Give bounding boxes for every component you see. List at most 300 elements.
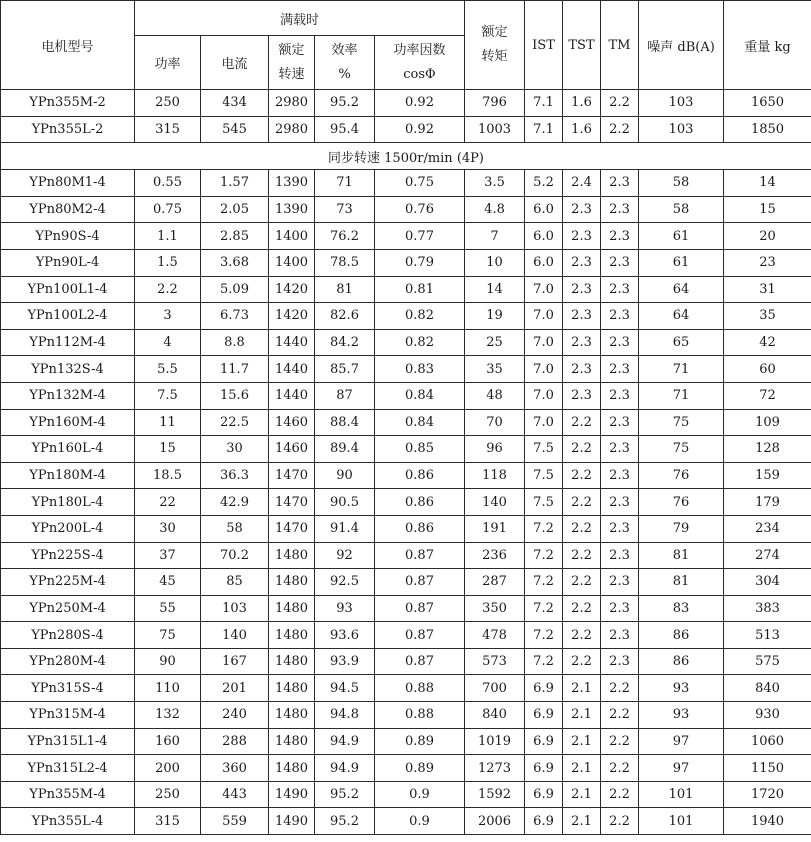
cell-tm: 2.3	[601, 356, 639, 383]
cell-power-factor: 0.88	[375, 702, 465, 729]
cell-ist: 7.2	[525, 569, 563, 596]
cell-noise: 86	[639, 622, 724, 649]
cell-current: 42.9	[201, 489, 269, 516]
cell-ist: 5.2	[525, 170, 563, 197]
header-noise: 噪声 dB(A)	[639, 1, 724, 90]
cell-weight: 234	[724, 515, 811, 542]
cell-power: 18.5	[135, 462, 201, 489]
cell-power-factor: 0.89	[375, 728, 465, 755]
table-body	[1, 1, 811, 835]
cell-tst: 2.2	[563, 648, 601, 675]
cell-weight: 1850	[724, 116, 811, 143]
cell-ist: 6.0	[525, 223, 563, 250]
table-row	[1, 728, 811, 755]
cell-ist: 6.9	[525, 702, 563, 729]
cell-weight: 72	[724, 382, 811, 409]
cell-current: 288	[201, 728, 269, 755]
cell-rated-speed: 1400	[269, 223, 315, 250]
cell-efficiency: 78.5	[315, 249, 375, 276]
cell-power-factor: 0.87	[375, 542, 465, 569]
cell-efficiency: 92	[315, 542, 375, 569]
cell-weight: 840	[724, 675, 811, 702]
cell-efficiency: 81	[315, 276, 375, 303]
cell-power: 1.5	[135, 249, 201, 276]
cell-tm: 2.2	[601, 702, 639, 729]
cell-model: YPn180L-4	[1, 489, 135, 516]
cell-power-factor: 0.87	[375, 569, 465, 596]
cell-noise: 103	[639, 90, 724, 117]
cell-tst: 2.1	[563, 781, 601, 808]
cell-noise: 103	[639, 116, 724, 143]
cell-noise: 81	[639, 542, 724, 569]
table-row	[1, 223, 811, 250]
header-efficiency	[315, 36, 375, 90]
cell-model: YPn315L2-4	[1, 755, 135, 782]
cell-weight: 14	[724, 170, 811, 197]
header-full-load: 满载时	[135, 1, 465, 36]
cell-current: 240	[201, 702, 269, 729]
cell-efficiency: 94.9	[315, 728, 375, 755]
cell-current: 22.5	[201, 409, 269, 436]
table-row	[1, 116, 811, 143]
cell-tm: 2.3	[601, 622, 639, 649]
cell-power: 132	[135, 702, 201, 729]
cell-weight: 575	[724, 648, 811, 675]
cell-tm: 2.3	[601, 409, 639, 436]
cell-tst: 1.6	[563, 116, 601, 143]
cell-tst: 2.3	[563, 196, 601, 223]
cell-rated-speed: 1460	[269, 409, 315, 436]
section-row-4p	[1, 143, 811, 170]
cell-power: 315	[135, 116, 201, 143]
cell-model: YPn355L-2	[1, 116, 135, 143]
cell-tm: 2.3	[601, 595, 639, 622]
cell-rated-torque: 10	[465, 249, 525, 276]
cell-ist: 6.9	[525, 755, 563, 782]
cell-weight: 23	[724, 249, 811, 276]
cell-efficiency: 71	[315, 170, 375, 197]
cell-tst: 2.4	[563, 170, 601, 197]
cell-ist: 6.9	[525, 728, 563, 755]
header-model: 电机型号	[1, 1, 135, 90]
cell-noise: 65	[639, 329, 724, 356]
cell-model: YPn315M-4	[1, 702, 135, 729]
cell-efficiency: 93.6	[315, 622, 375, 649]
cell-power: 160	[135, 728, 201, 755]
cell-rated-speed: 1480	[269, 755, 315, 782]
cell-model: YPn160M-4	[1, 409, 135, 436]
cell-power-factor: 0.86	[375, 515, 465, 542]
cell-model: YPn225M-4	[1, 569, 135, 596]
header-rated-torque-line2: 转矩	[481, 49, 508, 64]
header-rated-speed-line2: 转速	[278, 66, 305, 82]
cell-rated-speed: 1420	[269, 303, 315, 330]
cell-current: 360	[201, 755, 269, 782]
cell-tm: 2.3	[601, 542, 639, 569]
cell-power-factor: 0.79	[375, 249, 465, 276]
cell-weight: 15	[724, 196, 811, 223]
cell-ist: 7.2	[525, 542, 563, 569]
cell-power-factor: 0.92	[375, 116, 465, 143]
cell-weight: 31	[724, 276, 811, 303]
cell-noise: 61	[639, 249, 724, 276]
cell-rated-torque: 35	[465, 356, 525, 383]
cell-noise: 58	[639, 170, 724, 197]
cell-tm: 2.3	[601, 515, 639, 542]
cell-power: 37	[135, 542, 201, 569]
cell-weight: 1940	[724, 808, 811, 835]
cell-current: 167	[201, 648, 269, 675]
header-rated-torque-line1: 额定	[481, 25, 508, 40]
cell-power: 200	[135, 755, 201, 782]
cell-power: 250	[135, 781, 201, 808]
cell-model: YPn80M1-4	[1, 170, 135, 197]
cell-power-factor: 0.77	[375, 223, 465, 250]
cell-tst: 2.3	[563, 276, 601, 303]
cell-rated-torque: 4.8	[465, 196, 525, 223]
cell-noise: 61	[639, 223, 724, 250]
cell-power-factor: 0.88	[375, 675, 465, 702]
cell-current: 58	[201, 515, 269, 542]
cell-tst: 2.1	[563, 702, 601, 729]
cell-rated-torque: 7	[465, 223, 525, 250]
cell-ist: 7.5	[525, 489, 563, 516]
cell-current: 103	[201, 595, 269, 622]
cell-tm: 2.3	[601, 382, 639, 409]
cell-current: 2.05	[201, 196, 269, 223]
cell-tm: 2.3	[601, 276, 639, 303]
cell-rated-speed: 1480	[269, 542, 315, 569]
cell-rated-torque: 96	[465, 436, 525, 463]
cell-efficiency: 94.9	[315, 755, 375, 782]
cell-weight: 930	[724, 702, 811, 729]
cell-power-factor: 0.84	[375, 409, 465, 436]
cell-tm: 2.2	[601, 808, 639, 835]
cell-tst: 2.1	[563, 728, 601, 755]
cell-weight: 35	[724, 303, 811, 330]
cell-current: 3.68	[201, 249, 269, 276]
cell-tst: 2.2	[563, 622, 601, 649]
cell-model: YPn132M-4	[1, 382, 135, 409]
table-row	[1, 489, 811, 516]
cell-rated-torque: 118	[465, 462, 525, 489]
cell-tm: 2.2	[601, 90, 639, 117]
cell-tst: 2.3	[563, 223, 601, 250]
cell-noise: 64	[639, 303, 724, 330]
cell-tm: 2.2	[601, 728, 639, 755]
cell-tm: 2.3	[601, 489, 639, 516]
cell-power-factor: 0.92	[375, 90, 465, 117]
cell-ist: 7.0	[525, 356, 563, 383]
cell-tm: 2.3	[601, 223, 639, 250]
cell-tm: 2.3	[601, 329, 639, 356]
cell-power-factor: 0.9	[375, 781, 465, 808]
cell-power-factor: 0.86	[375, 462, 465, 489]
cell-current: 36.3	[201, 462, 269, 489]
cell-rated-speed: 1400	[269, 249, 315, 276]
cell-power: 0.55	[135, 170, 201, 197]
cell-noise: 81	[639, 569, 724, 596]
table-row	[1, 595, 811, 622]
table-row	[1, 409, 811, 436]
cell-noise: 83	[639, 595, 724, 622]
cell-weight: 109	[724, 409, 811, 436]
cell-ist: 7.0	[525, 409, 563, 436]
header-row-1	[1, 1, 811, 36]
table-row	[1, 515, 811, 542]
cell-current: 201	[201, 675, 269, 702]
cell-model: YPn80M2-4	[1, 196, 135, 223]
cell-rated-torque: 48	[465, 382, 525, 409]
cell-power-factor: 0.87	[375, 595, 465, 622]
cell-ist: 6.9	[525, 781, 563, 808]
cell-model: YPn280M-4	[1, 648, 135, 675]
header-weight: 重量 kg	[724, 1, 811, 90]
cell-model: YPn112M-4	[1, 329, 135, 356]
cell-weight: 383	[724, 595, 811, 622]
cell-noise: 101	[639, 808, 724, 835]
cell-noise: 79	[639, 515, 724, 542]
table-row	[1, 90, 811, 117]
cell-power: 4	[135, 329, 201, 356]
cell-rated-speed: 1470	[269, 489, 315, 516]
table-row	[1, 382, 811, 409]
cell-efficiency: 91.4	[315, 515, 375, 542]
cell-rated-torque: 70	[465, 409, 525, 436]
section-title-4p: 同步转速 1500r/min (4P)	[1, 143, 811, 170]
header-power-factor-line2: cosΦ	[403, 66, 436, 82]
cell-ist: 7.2	[525, 648, 563, 675]
cell-power: 90	[135, 648, 201, 675]
cell-model: YPn90S-4	[1, 223, 135, 250]
cell-noise: 64	[639, 276, 724, 303]
cell-efficiency: 85.7	[315, 356, 375, 383]
cell-rated-torque: 287	[465, 569, 525, 596]
header-ist: IST	[525, 1, 563, 90]
cell-model: YPn100L1-4	[1, 276, 135, 303]
cell-model: YPn355M-2	[1, 90, 135, 117]
cell-tm: 2.3	[601, 436, 639, 463]
cell-ist: 6.9	[525, 808, 563, 835]
cell-power-factor: 0.9	[375, 808, 465, 835]
cell-rated-torque: 1592	[465, 781, 525, 808]
cell-weight: 1060	[724, 728, 811, 755]
cell-power-factor: 0.82	[375, 303, 465, 330]
cell-power: 75	[135, 622, 201, 649]
cell-noise: 71	[639, 382, 724, 409]
cell-current: 140	[201, 622, 269, 649]
header-efficiency-line2: %	[338, 66, 351, 82]
cell-power: 15	[135, 436, 201, 463]
table-row	[1, 781, 811, 808]
cell-tm: 2.2	[601, 675, 639, 702]
header-power-factor	[375, 36, 465, 90]
cell-tm: 2.3	[601, 303, 639, 330]
cell-ist: 7.0	[525, 382, 563, 409]
header-tst: TST	[563, 1, 601, 90]
cell-noise: 97	[639, 728, 724, 755]
cell-tm: 2.3	[601, 648, 639, 675]
cell-efficiency: 88.4	[315, 409, 375, 436]
cell-power-factor: 0.85	[375, 436, 465, 463]
cell-rated-torque: 19	[465, 303, 525, 330]
table-row	[1, 542, 811, 569]
cell-current: 70.2	[201, 542, 269, 569]
cell-tst: 2.2	[563, 436, 601, 463]
cell-current: 545	[201, 116, 269, 143]
cell-noise: 71	[639, 356, 724, 383]
cell-efficiency: 93.9	[315, 648, 375, 675]
cell-efficiency: 73	[315, 196, 375, 223]
cell-efficiency: 92.5	[315, 569, 375, 596]
cell-power: 3	[135, 303, 201, 330]
cell-ist: 6.0	[525, 196, 563, 223]
cell-tm: 2.2	[601, 116, 639, 143]
cell-tst: 2.2	[563, 569, 601, 596]
cell-model: YPn355L-4	[1, 808, 135, 835]
cell-power: 1.1	[135, 223, 201, 250]
cell-efficiency: 89.4	[315, 436, 375, 463]
cell-rated-torque: 236	[465, 542, 525, 569]
cell-current: 2.85	[201, 223, 269, 250]
cell-weight: 1150	[724, 755, 811, 782]
cell-ist: 7.5	[525, 436, 563, 463]
cell-rated-speed: 1490	[269, 808, 315, 835]
cell-current: 434	[201, 90, 269, 117]
cell-power: 110	[135, 675, 201, 702]
cell-rated-speed: 1480	[269, 648, 315, 675]
cell-power: 2.2	[135, 276, 201, 303]
cell-tm: 2.3	[601, 196, 639, 223]
cell-noise: 58	[639, 196, 724, 223]
cell-ist: 6.9	[525, 675, 563, 702]
header-power: 功率	[135, 36, 201, 90]
cell-efficiency: 95.2	[315, 781, 375, 808]
cell-weight: 1650	[724, 90, 811, 117]
cell-ist: 7.2	[525, 515, 563, 542]
cell-rated-speed: 1440	[269, 382, 315, 409]
cell-ist: 6.0	[525, 249, 563, 276]
cell-tst: 2.2	[563, 595, 601, 622]
cell-rated-speed: 1480	[269, 569, 315, 596]
header-rated-torque	[465, 1, 525, 90]
table-row	[1, 808, 811, 835]
cell-ist: 7.2	[525, 595, 563, 622]
cell-weight: 60	[724, 356, 811, 383]
cell-power-factor: 0.84	[375, 382, 465, 409]
cell-rated-torque: 1003	[465, 116, 525, 143]
cell-rated-speed: 1470	[269, 462, 315, 489]
cell-power-factor: 0.81	[375, 276, 465, 303]
cell-tst: 2.1	[563, 808, 601, 835]
cell-ist: 7.2	[525, 622, 563, 649]
cell-weight: 128	[724, 436, 811, 463]
cell-rated-speed: 1460	[269, 436, 315, 463]
cell-tst: 2.2	[563, 489, 601, 516]
cell-rated-speed: 1440	[269, 329, 315, 356]
cell-tst: 2.2	[563, 515, 601, 542]
cell-rated-torque: 700	[465, 675, 525, 702]
table-row	[1, 170, 811, 197]
cell-ist: 7.0	[525, 303, 563, 330]
cell-model: YPn180M-4	[1, 462, 135, 489]
cell-tst: 2.2	[563, 542, 601, 569]
cell-weight: 42	[724, 329, 811, 356]
cell-weight: 304	[724, 569, 811, 596]
cell-rated-speed: 1390	[269, 196, 315, 223]
cell-rated-speed: 1480	[269, 622, 315, 649]
header-current: 电流	[201, 36, 269, 90]
cell-noise: 97	[639, 755, 724, 782]
cell-current: 15.6	[201, 382, 269, 409]
cell-model: YPn250M-4	[1, 595, 135, 622]
table-row	[1, 249, 811, 276]
cell-tst: 2.3	[563, 303, 601, 330]
cell-noise: 93	[639, 675, 724, 702]
cell-tst: 2.1	[563, 755, 601, 782]
cell-efficiency: 90.5	[315, 489, 375, 516]
cell-power-factor: 0.75	[375, 170, 465, 197]
cell-noise: 75	[639, 409, 724, 436]
cell-current: 1.57	[201, 170, 269, 197]
cell-tm: 2.2	[601, 781, 639, 808]
cell-tst: 2.3	[563, 249, 601, 276]
cell-current: 559	[201, 808, 269, 835]
cell-weight: 179	[724, 489, 811, 516]
cell-efficiency: 95.2	[315, 808, 375, 835]
cell-rated-torque: 191	[465, 515, 525, 542]
cell-current: 8.8	[201, 329, 269, 356]
table-row	[1, 702, 811, 729]
cell-efficiency: 94.5	[315, 675, 375, 702]
cell-rated-speed: 1480	[269, 702, 315, 729]
table-row	[1, 755, 811, 782]
cell-power: 30	[135, 515, 201, 542]
cell-weight: 274	[724, 542, 811, 569]
cell-rated-torque: 350	[465, 595, 525, 622]
cell-power-factor: 0.83	[375, 356, 465, 383]
cell-current: 6.73	[201, 303, 269, 330]
header-efficiency-line1: 效率	[331, 42, 358, 58]
cell-efficiency: 82.6	[315, 303, 375, 330]
cell-current: 11.7	[201, 356, 269, 383]
cell-rated-torque: 2006	[465, 808, 525, 835]
cell-power: 250	[135, 90, 201, 117]
cell-rated-torque: 478	[465, 622, 525, 649]
table-row	[1, 648, 811, 675]
cell-weight: 513	[724, 622, 811, 649]
cell-weight: 20	[724, 223, 811, 250]
cell-tst: 2.3	[563, 382, 601, 409]
cell-power: 5.5	[135, 356, 201, 383]
cell-power: 55	[135, 595, 201, 622]
table-row	[1, 356, 811, 383]
cell-rated-torque: 573	[465, 648, 525, 675]
cell-ist: 7.1	[525, 90, 563, 117]
cell-efficiency: 93	[315, 595, 375, 622]
cell-rated-speed: 1390	[269, 170, 315, 197]
cell-tst: 2.2	[563, 462, 601, 489]
header-rated-speed	[269, 36, 315, 90]
cell-power: 45	[135, 569, 201, 596]
cell-rated-speed: 1480	[269, 675, 315, 702]
cell-tst: 2.2	[563, 409, 601, 436]
cell-model: YPn315S-4	[1, 675, 135, 702]
cell-tm: 2.3	[601, 249, 639, 276]
cell-rated-torque: 140	[465, 489, 525, 516]
cell-ist: 7.0	[525, 276, 563, 303]
cell-rated-speed: 1420	[269, 276, 315, 303]
